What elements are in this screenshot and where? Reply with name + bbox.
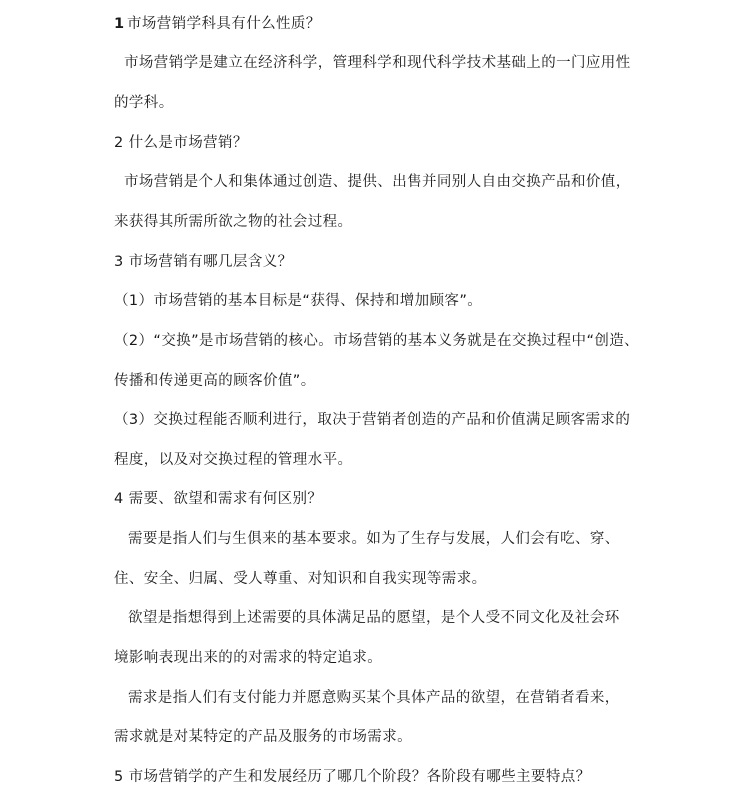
answer-3-point-1: （1）市场营销的基本目标是“获得、保持和增加顾客”。 — [114, 293, 483, 309]
question-5-title: 5 市场营销学的产生和发展经历了哪几个阶段？各阶段有哪些主要特点？ — [114, 769, 591, 785]
question-4-title: 4 需要、欲望和需求有何区别？ — [114, 491, 323, 507]
answer-4-demand-line-2: 需求就是对某特定的产品及服务的市场需求。 — [114, 729, 412, 745]
answer-1-line-1: 市场营销学是建立在经济科学，管理科学和现代科学技术基础上的一门应用性 — [124, 55, 631, 71]
question-1-title: 市场营销学科具有什么性质？ — [127, 16, 321, 32]
question-3-title: 3 市场营销有哪几层含义？ — [114, 254, 293, 270]
question-2-title: 2 什么是市场营销？ — [114, 135, 248, 151]
answer-2-line-2: 来获得其所需所欲之物的社会过程。 — [114, 214, 353, 230]
answer-4-want-line-1: 欲望是指想得到上述需要的具体满足品的愿望，是个人受不同文化及社会环 — [128, 610, 620, 626]
answer-3-point-3-line-2: 程度，以及对交换过程的管理水平。 — [114, 452, 353, 468]
answer-4-demand-line-1: 需求是指人们有支付能力并愿意购买某个具体产品的欲望，在营销者看来， — [128, 690, 620, 706]
question-1-number: 1 — [114, 16, 125, 32]
answer-3-point-2-line-1: （2）“交换”是市场营销的核心。市场营销的基本义务就是在交换过程中“创造、 — [114, 333, 640, 349]
answer-4-need-line-2: 住、安全、归属、受人尊重、对知识和自我实现等需求。 — [114, 571, 487, 587]
answer-1-line-2: 的学科。 — [114, 95, 174, 111]
answer-2-line-1: 市场营销是个人和集体通过创造、提供、出售并同别人自由交换产品和价值， — [124, 174, 631, 190]
answer-3-point-3-line-1: （3）交换过程能否顺利进行，取决于营销者创造的产品和价值满足顾客需求的 — [114, 412, 631, 428]
answer-4-want-line-2: 境影响表现出来的的对需求的特定追求。 — [114, 650, 383, 666]
answer-3-point-2-line-2: 传播和传递更高的顾客价值”。 — [114, 373, 316, 389]
answer-4-need-line-1: 需要是指人们与生俱来的基本要求。如为了生存与发展，人们会有吃、穿、 — [128, 531, 620, 547]
